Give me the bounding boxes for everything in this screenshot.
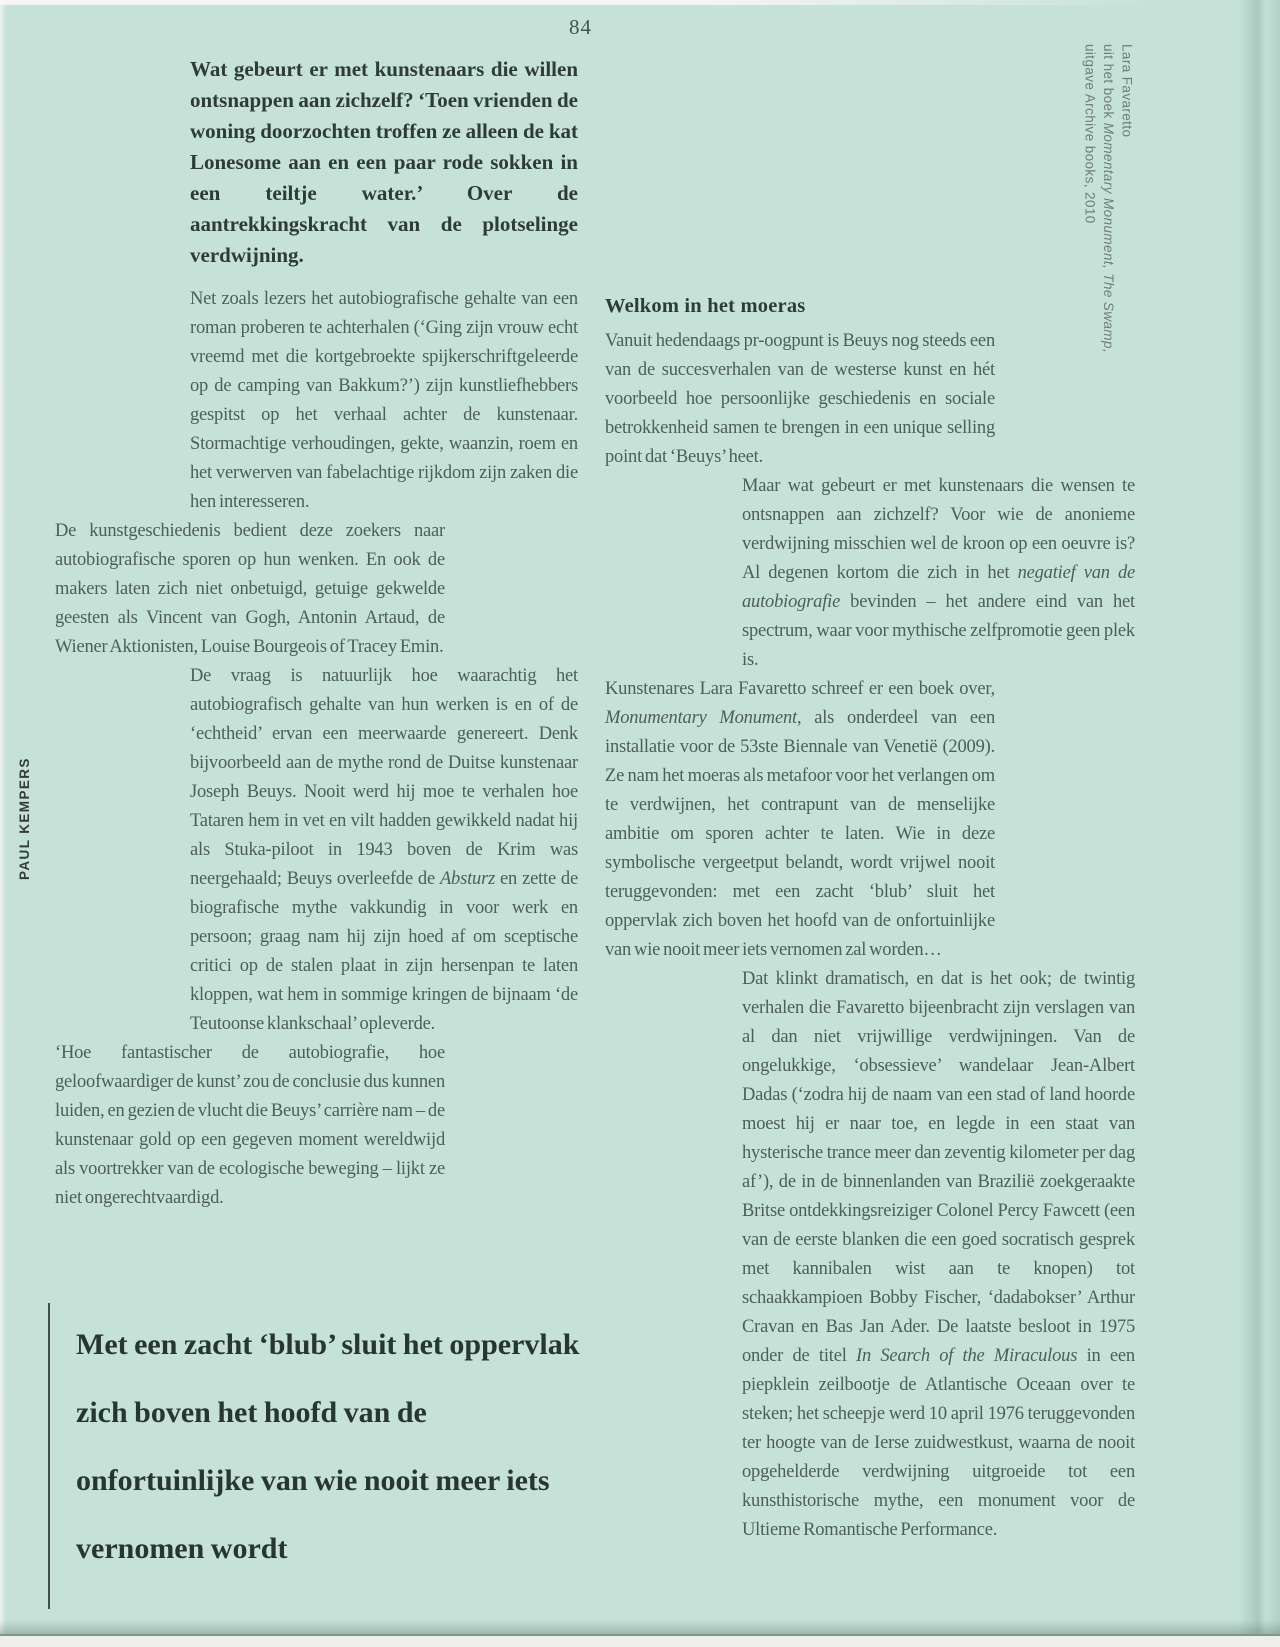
body-paragraph: Dat klinkt dramatisch, en dat is het ook; de twintig verhalen die Favaretto bijeenbracht zijn verslagen van al dan niet vrijwillige verdwijningen. Van de ongelukkige, ‘obsessieve’ wandelaar Jean-Albert Dadas (‘zodra hij de naam van een stad of land hoorde moest hij er naar toe, en legde in een staat van hysterische trance meer dan zeventig kilometer per dag af’), de in de binnenlanden van Brazilië zoekgeraakte Britse ontdekkingsreiziger Colonel Percy Fawcett (een van de eerste blanken die een goed socratisch gesprek met kannibalen wist aan te knopen) tot schaakkampioen Bobby Fischer, ‘dadabokser’ Arthur Cravan en Bas Jan Ader. De laatste besloot in 1975 onder de titel In Search of the Miraculous in een piepklein zeilbootje de Atlantische Oceaan over te steken; het scheepje werd 10 april 1976 teruggevonden ter hoogte van de Ierse zuidwestkust, waarna de nooit opgehelderde verdwijning uitgroeide tot een kunsthistorische mythe, een monument voor de Ultieme Romantische Performance. [742, 969, 1135, 1540]
page-edge-bottom-strip [0, 1634, 1280, 1647]
intro-paragraph: Wat gebeurt er met kunstenaars die willen ontsnappen aan zichzelf? ‘Toen vrienden de woning doorzochten troffen ze alleen de kat Lonesome aan en een paar rode sokken in een teiltje water.’ Over de aantrekkingskracht van de plotselinge verdwijning. [190, 57, 578, 267]
credit-line-book: uit het boek Momentary Monument, The Swamp, [1101, 44, 1116, 354]
pull-quote: Met een zacht ‘blub’ sluit het oppervlak zich boven het hoofd van de onfortuinlijke van wie nooit meer iets vernomen wordt [48, 1303, 591, 1609]
body-paragraph: Kunstenares Lara Favaretto schreef er een boek over, Monumentary Monument, als onderdeel van een installatie voor de 53ste Biennale van Venetië (2009). Ze nam het moeras als metafoor voor het verlangen om te verdwijnen, het contrapunt van de menselijke ambitie om sporen achter te laten. Wie in deze symbolische vergeetput belandt, wordt vrijwel nooit teruggevonden: met een zacht ‘blub’ sluit het oppervlak zich boven het hoofd van de onfortuinlijke van wie nooit meer iets vernomen zal worden… [605, 679, 995, 960]
body-paragraph: Net zoals lezers het autobiografische gehalte van een roman proberen te achterhalen (‘Ging zijn vrouw echt vreemd met die kortgebroekte spijkerschriftgeleerde op de camping van Bakkum?’) zijn kunstliefhebbers gespitst op het verhaal achter de kunstenaar. Stormachtige verhoudingen, gekte, waanzin, roem en het verwerven van fabelachtige rijkdom zijn zaken die hen interesseren. [190, 289, 578, 512]
body-paragraph: De vraag is natuurlijk hoe waarachtig het autobiografisch gehalte van hun werken is en of de ‘echtheid’ ervan een meerwaarde genereert. Denk bijvoorbeeld aan de mythe rond de Duitse kunstenaar Joseph Beuys. Nooit werd hij moe te verhalen hoe Tataren hem in vet en vilt hadden gewikkeld nadat hij als Stuka-piloot in 1943 boven de Krim was neergehaald; Beuys overleefde de Absturz en zette de biografische mythe vakkundig in voor werk en persoon; graag nam hij zijn hoed af om sceptische critici op de stalen plaat in zijn hersenpan te laten kloppen, wat hem in sommige kringen de bijnaam ‘de Teutoonse klankschaal’ opleverde. [190, 666, 578, 1034]
credit-line-author: Lara Favaretto [1119, 44, 1135, 138]
author-credit-vertical: PAUL KEMPERS [17, 757, 32, 880]
right-column [605, 291, 1138, 1545]
body-paragraph: Maar wat gebeurt er met kunstenaars die wensen te ontsnappen aan zichzelf? Voor wie de anonieme verdwijning misschien wel de kroon op een oeuvre is? Al degenen kortom die zich in het negatief van de autobiografie bevinden – het andere eind van het spectrum, waar voor mythische zelfpromotie geen plek is. [742, 476, 1136, 670]
page-edge-top [0, 0, 1280, 5]
left-column [55, 54, 578, 1213]
page-edge-left [0, 0, 6, 1647]
body-paragraph: De kunstgeschiedenis bedient deze zoekers naar autobiografische sporen op hun wenken. En ook de makers laten zich niet onbetuigd, getuige gekwelde geesten als Vincent van Gogh, Antonin Artaud, de Wiener Aktionisten, Louise Bourgeois of Tracey Emin. [55, 521, 445, 657]
credit-line-publisher: uitgave Archive books, 2010 [1082, 44, 1098, 224]
body-paragraph: Vanuit hedendaags pr-oogpunt is Beuys nog steeds een van de succesverhalen van de westerse kunst en hét voorbeeld hoe persoonlijke geschiedenis en sociale betrokkenheid samen te brengen in een unique selling point dat ‘Beuys’ heet. [605, 331, 995, 467]
page-edge-right [1238, 0, 1280, 1647]
body-paragraph: ‘Hoe fantastischer de autobiografie, hoe geloofwaardiger de kunst’ zou de conclusie dus kunnen luiden, en gezien de vlucht die Beuys’ carrière nam – de kunstenaar gold op een gegeven moment wereldwijd als voortrekker van de ecologische beweging – lijkt ze niet ongerechtvaardigd. [55, 1043, 445, 1208]
page-number: 84 [569, 15, 592, 39]
section-heading: Welkom in het moeras [605, 295, 806, 317]
